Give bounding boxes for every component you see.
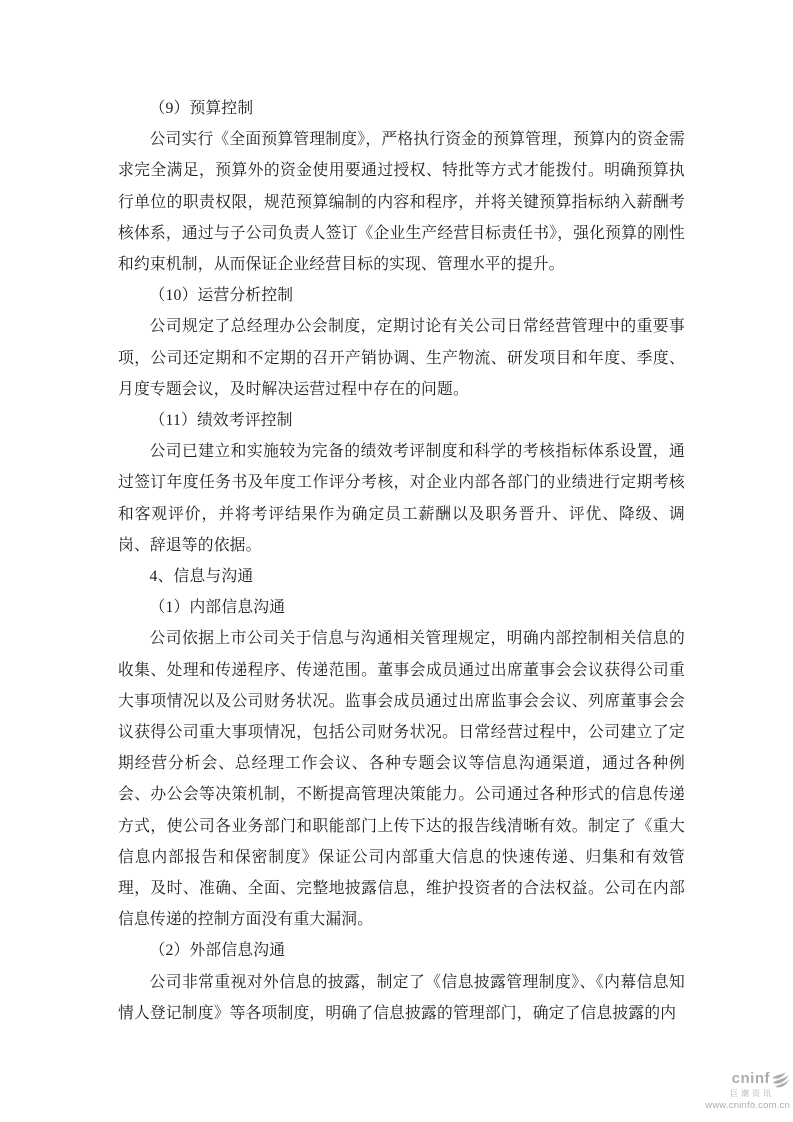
cninfo-logo-row [670,1070,790,1089]
paragraph-performance-evaluation: 公司已建立和实施较为完备的绩效考评制度和科学的考核指标体系设置，通过签订年度任务书及年度工作评分考核，对企业内部各部门的业绩进行定期考核和客观评价，并将考评结果作为确定员工薪酬以及职务晋升、评优、降级、调岗、辞退等的依据。 [118,443,685,554]
paragraph-external-communication: 公司非常重视对外信息的披露，制定了《信息披露管理制度》、《内幕信息知情人登记制度》等各项制度，明确了信息披露的管理部门，确定了信息披露的内 [118,973,685,1022]
heading-performance-evaluation: （11）绩效考评控制 [149,412,293,430]
heading-internal-communication: （1）内部信息沟通 [149,599,286,617]
paragraph-budget-control: 公司实行《全面预算管理制度》，严格执行资金的预算管理，预算内的资金需求完全满足，预算外的资金使用要通过授权、特批等方式才能拨付。明确预算执行单位的职责权限，规范预算编制的内容和程序，并将关键预算指标纳入薪酬考核体系，通过与子公司负责人签订《企业生产经营目标责任书》，强化预算的刚性和约束机制，从而保证企业经营目标的实现、管理水平的提升。 [118,131,685,274]
cninfo-swirl-icon [771,1070,790,1089]
heading-operation-analysis: （10）运营分析控制 [149,287,294,305]
document-body-text [118,93,685,1029]
paragraph-operation-analysis: 公司规定了总经理办公会制度，定期讨论有关公司日常经营管理中的重要事项，公司还定期和不定期的召开产销协调、生产物流、研发项目和年度、季度、月度专题会议，及时解决运营过程中存在的问题。 [118,318,685,398]
cninfo-brand-text: cninf [731,1070,770,1088]
heading-budget-control: （9）预算控制 [149,100,254,117]
heading-external-communication: （2）外部信息沟通 [149,942,286,960]
paragraph-internal-communication: 公司依据上市公司关于信息与沟通相关管理规定，明确内部控制相关信息的收集、处理和传递程序、传递范围。董事会成员通过出席董事会会议获得公司重大事项情况以及公司财务状况。监事会成员通过出席监事会会议、列席董事会会议获得公司重大事项情况，包括公司财务状况。日常经营过程中，公司建立了定期经营分析会、总经理工作会议、各种专题会议等信息沟通渠道，通过各种例会、办公会等决策机制，不断提高管理决策能力。公司通过各种形式的信息传递方式，使公司各业务部门和职能部门上传下达的报告线清晰有效。制定了《重大信息内部报告和保密制度》保证公司内部重大信息的快速传递、归集和有效管理，及时、准确、全面、完整地披露信息，维护投资者的合法权益。公司在内部信息传递的控制方面没有重大漏洞。 [118,630,685,929]
cninfo-watermark [670,1070,790,1111]
heading-information-communication: 4、信息与沟通 [149,568,254,586]
cninfo-chinese-name: 巨潮资讯 [730,1088,774,1098]
cninfo-url-text: www.cninfo.com.cn [705,1099,790,1111]
